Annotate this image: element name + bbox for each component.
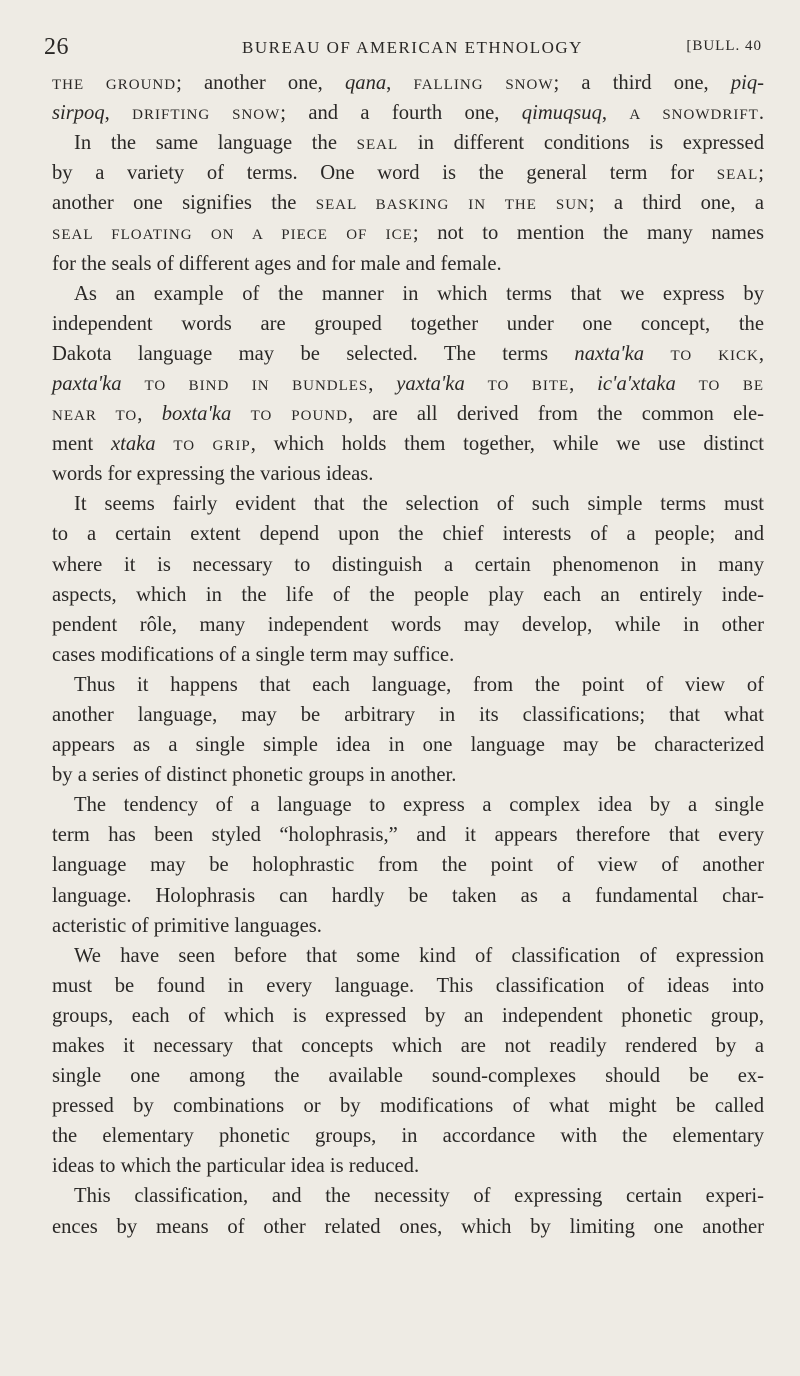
text-run: ; and a fourth one, [280, 102, 522, 125]
text-run: cases modifications of a single term may suffice. [52, 643, 455, 666]
text-line [52, 309, 764, 339]
text-line [52, 1031, 764, 1061]
text-line [52, 1061, 764, 1091]
small-caps-text: TO BIND IN BUNDLES [144, 377, 369, 394]
text-run: The tendency of a language to express a complex idea by a single [74, 794, 764, 817]
text-line [52, 128, 764, 158]
italic-term: qimuqsuq [521, 102, 602, 125]
text-line [52, 911, 764, 941]
text-run: ences by means of other related ones, which by limiting one another [52, 1215, 764, 1238]
text-run [231, 403, 250, 425]
text-run: groups, each of which is expressed by an independent phonetic group, [52, 1004, 764, 1027]
text-run: acteristic of primitive languages. [52, 914, 322, 937]
text-run [122, 373, 145, 395]
text-run: aspects, which in the life of the people play each an entirely inde- [52, 583, 764, 606]
small-caps-text: SEAL [356, 137, 399, 154]
text-run: by a series of distinct phonetic groups in another. [52, 764, 457, 787]
italic-term: sirpoq [52, 102, 105, 125]
text-line [52, 971, 764, 1001]
text-line [52, 68, 764, 98]
small-caps-text: FALLING SNOW [413, 77, 554, 93]
text-run: , [104, 102, 133, 125]
small-caps-text: TO BITE [487, 377, 570, 394]
small-caps-text: NEAR TO [52, 408, 138, 425]
text-line [52, 249, 764, 279]
text-run: pressed by combinations or by modifications of what might be called [52, 1095, 764, 1118]
running-title: BUREAU OF AMERICAN ETHNOLOGY [242, 38, 583, 57]
text-run: ; not to mention the many names [412, 222, 764, 245]
text-line [52, 850, 764, 880]
text-run: In the same language the [74, 132, 357, 155]
text-run: Dakota language may be selected. The terms [52, 342, 575, 365]
text-run [465, 373, 488, 395]
italic-term: xtaka [110, 433, 156, 456]
text-line [52, 158, 764, 188]
italic-term: yaxta'ka [396, 372, 465, 395]
small-caps-text: THE GROUND [52, 77, 177, 93]
small-caps-text: TO BE [698, 377, 764, 394]
text-line [52, 790, 764, 820]
text-run: ment [52, 433, 111, 456]
small-caps-text: DRIFTING SNOW [132, 107, 281, 124]
text-run [644, 343, 670, 365]
text-run: appears as a single simple idea in one language may be characterized [52, 734, 764, 757]
text-run: another one signifies the [52, 192, 316, 215]
text-line [52, 730, 764, 760]
small-caps-text: SEAL FLOATING ON A PIECE OF ICE [52, 227, 413, 244]
text-run: makes it necessary that concepts which are not readily rendered by a [52, 1035, 764, 1057]
text-line [52, 218, 764, 248]
text-line [52, 670, 764, 700]
text-run: As an example of the manner in which terms that we express by [74, 282, 764, 305]
text-run: single one among the available sound-complexes should be ex- [52, 1065, 764, 1088]
text-run [676, 373, 699, 395]
text-run: for the seals of different ages and for male and female. [52, 252, 502, 275]
text-run: It seems fairly evident that the selection of such simple terms must [74, 493, 764, 516]
text-run: We have seen before that some kind of classification of expression [74, 944, 764, 967]
small-caps-text: TO KICK [670, 347, 759, 364]
small-caps-text: TO GRIP [173, 438, 251, 455]
text-run: ; [758, 162, 764, 185]
text-run: pendent rôle, many independent words may develop, while in other [52, 613, 764, 636]
text-line [52, 279, 764, 309]
text-run: by a variety of terms. One word is the general term for [52, 162, 717, 185]
text-run: , [601, 102, 630, 125]
italic-term: naxta'ka [574, 342, 645, 365]
italic-term: qana [344, 72, 387, 94]
text-line [52, 760, 764, 790]
text-run: ideas to which the particular idea is reduced. [52, 1155, 420, 1178]
text-run [156, 433, 174, 455]
bulletin-number: [BULL. 40 [686, 38, 762, 54]
text-line [52, 459, 764, 489]
text-line [52, 339, 764, 369]
small-caps-text: TO POUND [250, 408, 348, 425]
text-run: , [386, 72, 414, 94]
text-run: Thus it happens that each language, from the point of view of [74, 673, 764, 696]
text-line [52, 820, 764, 850]
italic-term: paxta'ka [52, 372, 122, 395]
text-run: , [758, 342, 765, 365]
text-line [52, 1001, 764, 1031]
text-run: , [137, 403, 162, 426]
text-run: the elementary phonetic groups, in accordance with the elementary [52, 1125, 764, 1148]
small-caps-text: SEAL BASKING IN THE SUN [315, 197, 589, 214]
small-caps-text: A SNOWDRIFT [629, 107, 759, 124]
text-run: to a certain extent depend upon the chief interests of a people; and [52, 523, 764, 546]
page-number: 26 [44, 34, 69, 60]
page-header [44, 34, 762, 64]
text-line [52, 640, 764, 670]
small-caps-text: SEAL [716, 167, 759, 184]
text-run: , which holds them together, while we use distinct [250, 433, 764, 456]
text-line [52, 429, 764, 459]
text-run: , are all derived from the common ele- [347, 403, 764, 426]
text-run: term has been styled “holophrasis,” and it appears therefore that every [52, 824, 764, 847]
text-run: where it is necessary to distinguish a certain phenomenon in many [52, 553, 764, 576]
text-line [52, 881, 764, 911]
text-line [52, 98, 764, 128]
text-run: must be found in every language. This classification of ideas into [52, 974, 764, 997]
body-text [52, 68, 764, 1242]
italic-term: piq- [730, 72, 765, 94]
text-line [52, 1121, 764, 1151]
text-run: , [569, 372, 598, 395]
text-line [52, 1091, 764, 1121]
text-run: another language, may be arbitrary in its classifications; that what [52, 703, 764, 726]
text-run: independent words are grouped together under one concept, the [52, 312, 764, 335]
text-line [52, 399, 764, 429]
text-run: language. Holophrasis can hardly be taken as a fundamental char- [52, 884, 764, 907]
text-run: ; a third one, [553, 72, 731, 94]
text-run: in different conditions is expressed [398, 132, 764, 155]
text-line [52, 188, 764, 218]
text-line [52, 941, 764, 971]
text-run: words for expressing the various ideas. [52, 463, 374, 486]
text-run: . [758, 102, 764, 125]
text-line [52, 700, 764, 730]
text-line [52, 1212, 764, 1242]
text-line [52, 610, 764, 640]
text-line [52, 580, 764, 610]
italic-term: ic'a'xtaka [597, 372, 676, 395]
text-line [52, 489, 764, 519]
text-line [52, 550, 764, 580]
text-run: ; another one, [176, 72, 345, 94]
text-run: , [368, 372, 397, 395]
text-line [52, 1151, 764, 1181]
text-run: language may be holophrastic from the point of view of another [52, 854, 764, 877]
text-line [52, 1181, 764, 1211]
text-line [52, 519, 764, 549]
text-line [52, 369, 764, 399]
text-run: This classification, and the necessity of expressing certain experi- [74, 1185, 764, 1208]
italic-term: boxta'ka [161, 403, 232, 426]
text-run: ; a third one, a [588, 192, 764, 215]
